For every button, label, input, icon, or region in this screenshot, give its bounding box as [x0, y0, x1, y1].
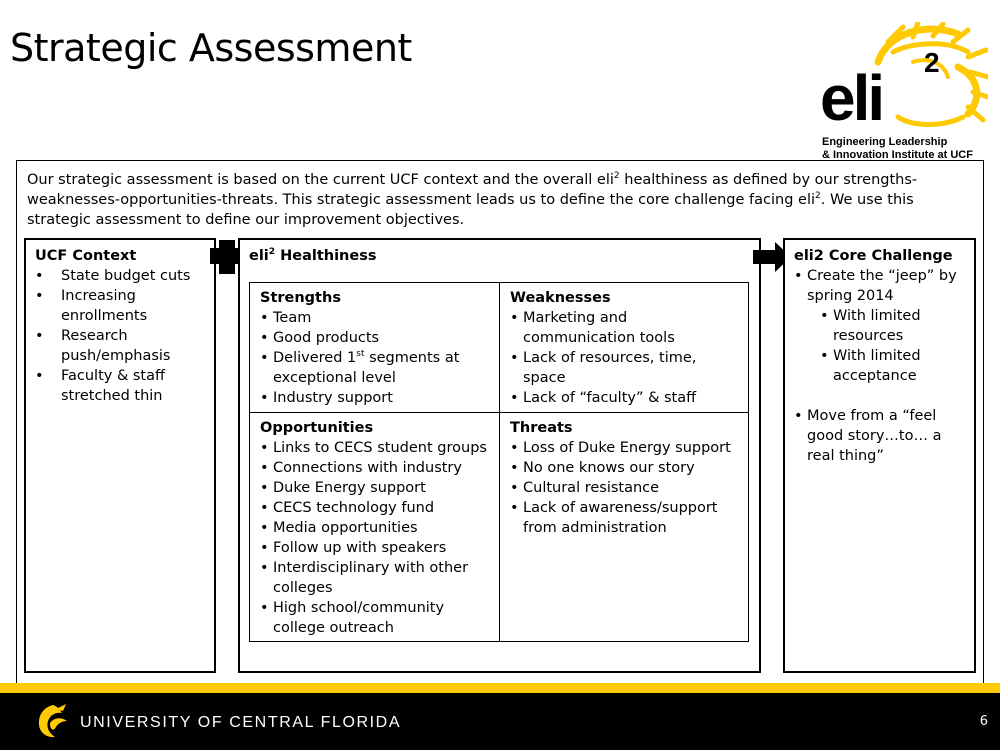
- list-item: • Links to CECS student groups: [260, 438, 491, 458]
- list-item: • Good products: [260, 328, 491, 348]
- list-item: • Team: [260, 308, 491, 328]
- footer-gold-stripe: [0, 683, 1000, 693]
- ucf-context-heading: UCF Context: [35, 248, 137, 264]
- university-name: UNIVERSITY OF CENTRAL FLORIDA: [80, 714, 402, 731]
- intro-text-2: healthiness as defined by our strengths-weaknesses-opportunities-threats. This strategic assessment leads us to define the core challenge facing eli: [27, 172, 918, 208]
- swot-grid: [249, 282, 749, 642]
- list-item: • Media opportunities: [260, 518, 491, 538]
- intro-paragraph: [27, 170, 967, 230]
- core-challenge-heading: eli2 Core Challenge: [794, 248, 953, 264]
- list-item: • High school/community college outreach: [260, 598, 491, 638]
- core-challenge-list: [794, 266, 968, 466]
- sunburst-logo-graphic: [818, 22, 988, 134]
- intro-sup-1: 2: [613, 171, 620, 182]
- weaknesses-list: [510, 308, 741, 408]
- svg-text:eli: eli: [820, 62, 883, 134]
- opportunities-list: [260, 438, 491, 638]
- strength-item-text: Delivered 1: [273, 350, 357, 366]
- intro-sup-2: 2: [815, 191, 821, 202]
- intro-text-1: Our strategic assessment is based on the current UCF context and the overall eli: [27, 172, 614, 188]
- strengths-list: [260, 308, 491, 408]
- list-item: • Follow up with speakers: [260, 538, 491, 558]
- list-item: • Lack of “faculty” & staff: [510, 388, 741, 408]
- logo-subtitle-line1: Engineering Leadership: [822, 136, 948, 148]
- list-item: • Faculty & staff stretched thin: [35, 366, 181, 406]
- list-item: • Move from a “feel good story…to… a real thing”: [794, 406, 968, 466]
- list-item: • Cultural resistance: [510, 478, 741, 498]
- slide-title: Strategic Assessment: [10, 26, 412, 70]
- list-item: • Loss of Duke Energy support: [510, 438, 741, 458]
- list-item: • With limited resources: [820, 306, 968, 346]
- svg-text:2: 2: [924, 47, 940, 78]
- healthiness-heading-sup: 2: [268, 247, 276, 258]
- opportunities-heading: Opportunities: [260, 420, 374, 436]
- list-item: • Increasing enrollments: [35, 286, 171, 326]
- logo-subtitle: [822, 136, 973, 162]
- list-item: [260, 348, 491, 388]
- page-number: 6: [979, 714, 988, 729]
- list-item: • No one knows our story: [510, 458, 741, 478]
- list-item: • Lack of resources, time, space: [510, 348, 741, 388]
- healthiness-heading-suffix: Healthiness: [275, 248, 377, 264]
- strength-item-sup: st: [356, 349, 365, 360]
- weaknesses-cell: [500, 283, 749, 408]
- list-item: • Create the “jeep” by spring 2014: [794, 266, 968, 306]
- list-item: • Research push/emphasis: [35, 326, 181, 366]
- eli2-logo: [818, 22, 988, 162]
- list-item: • Connections with industry: [260, 458, 491, 478]
- list-item: • Marketing and communication tools: [510, 308, 741, 348]
- threats-heading: Threats: [510, 420, 573, 436]
- pegasus-icon: [36, 703, 70, 739]
- list-item: • With limited acceptance: [820, 346, 968, 386]
- healthiness-heading-prefix: eli: [249, 248, 269, 264]
- intro-text-3: . We use this strategic assessment to define our improvement objectives.: [27, 192, 914, 228]
- strengths-heading: Strengths: [260, 290, 341, 306]
- threats-list: [510, 438, 741, 538]
- list-item: • CECS technology fund: [260, 498, 491, 518]
- list-item: • Interdisciplinary with other colleges: [260, 558, 491, 598]
- core-challenge-panel: [783, 238, 976, 673]
- healthiness-heading: [240, 240, 759, 266]
- ucf-context-list: [35, 266, 214, 406]
- strength-item-rest: segments at exceptional level: [273, 350, 460, 386]
- ucf-context-panel: [24, 238, 216, 673]
- strengths-cell: [250, 283, 499, 408]
- weaknesses-heading: Weaknesses: [510, 290, 611, 306]
- logo-subtitle-line2: & Innovation Institute at UCF: [822, 149, 973, 161]
- threats-cell: [500, 413, 749, 538]
- list-item: • Duke Energy support: [260, 478, 491, 498]
- opportunities-cell: [250, 413, 499, 638]
- list-item: • Industry support: [260, 388, 491, 408]
- list-item: • Lack of awareness/support from administration: [510, 498, 741, 538]
- list-item: • State budget cuts: [35, 266, 214, 286]
